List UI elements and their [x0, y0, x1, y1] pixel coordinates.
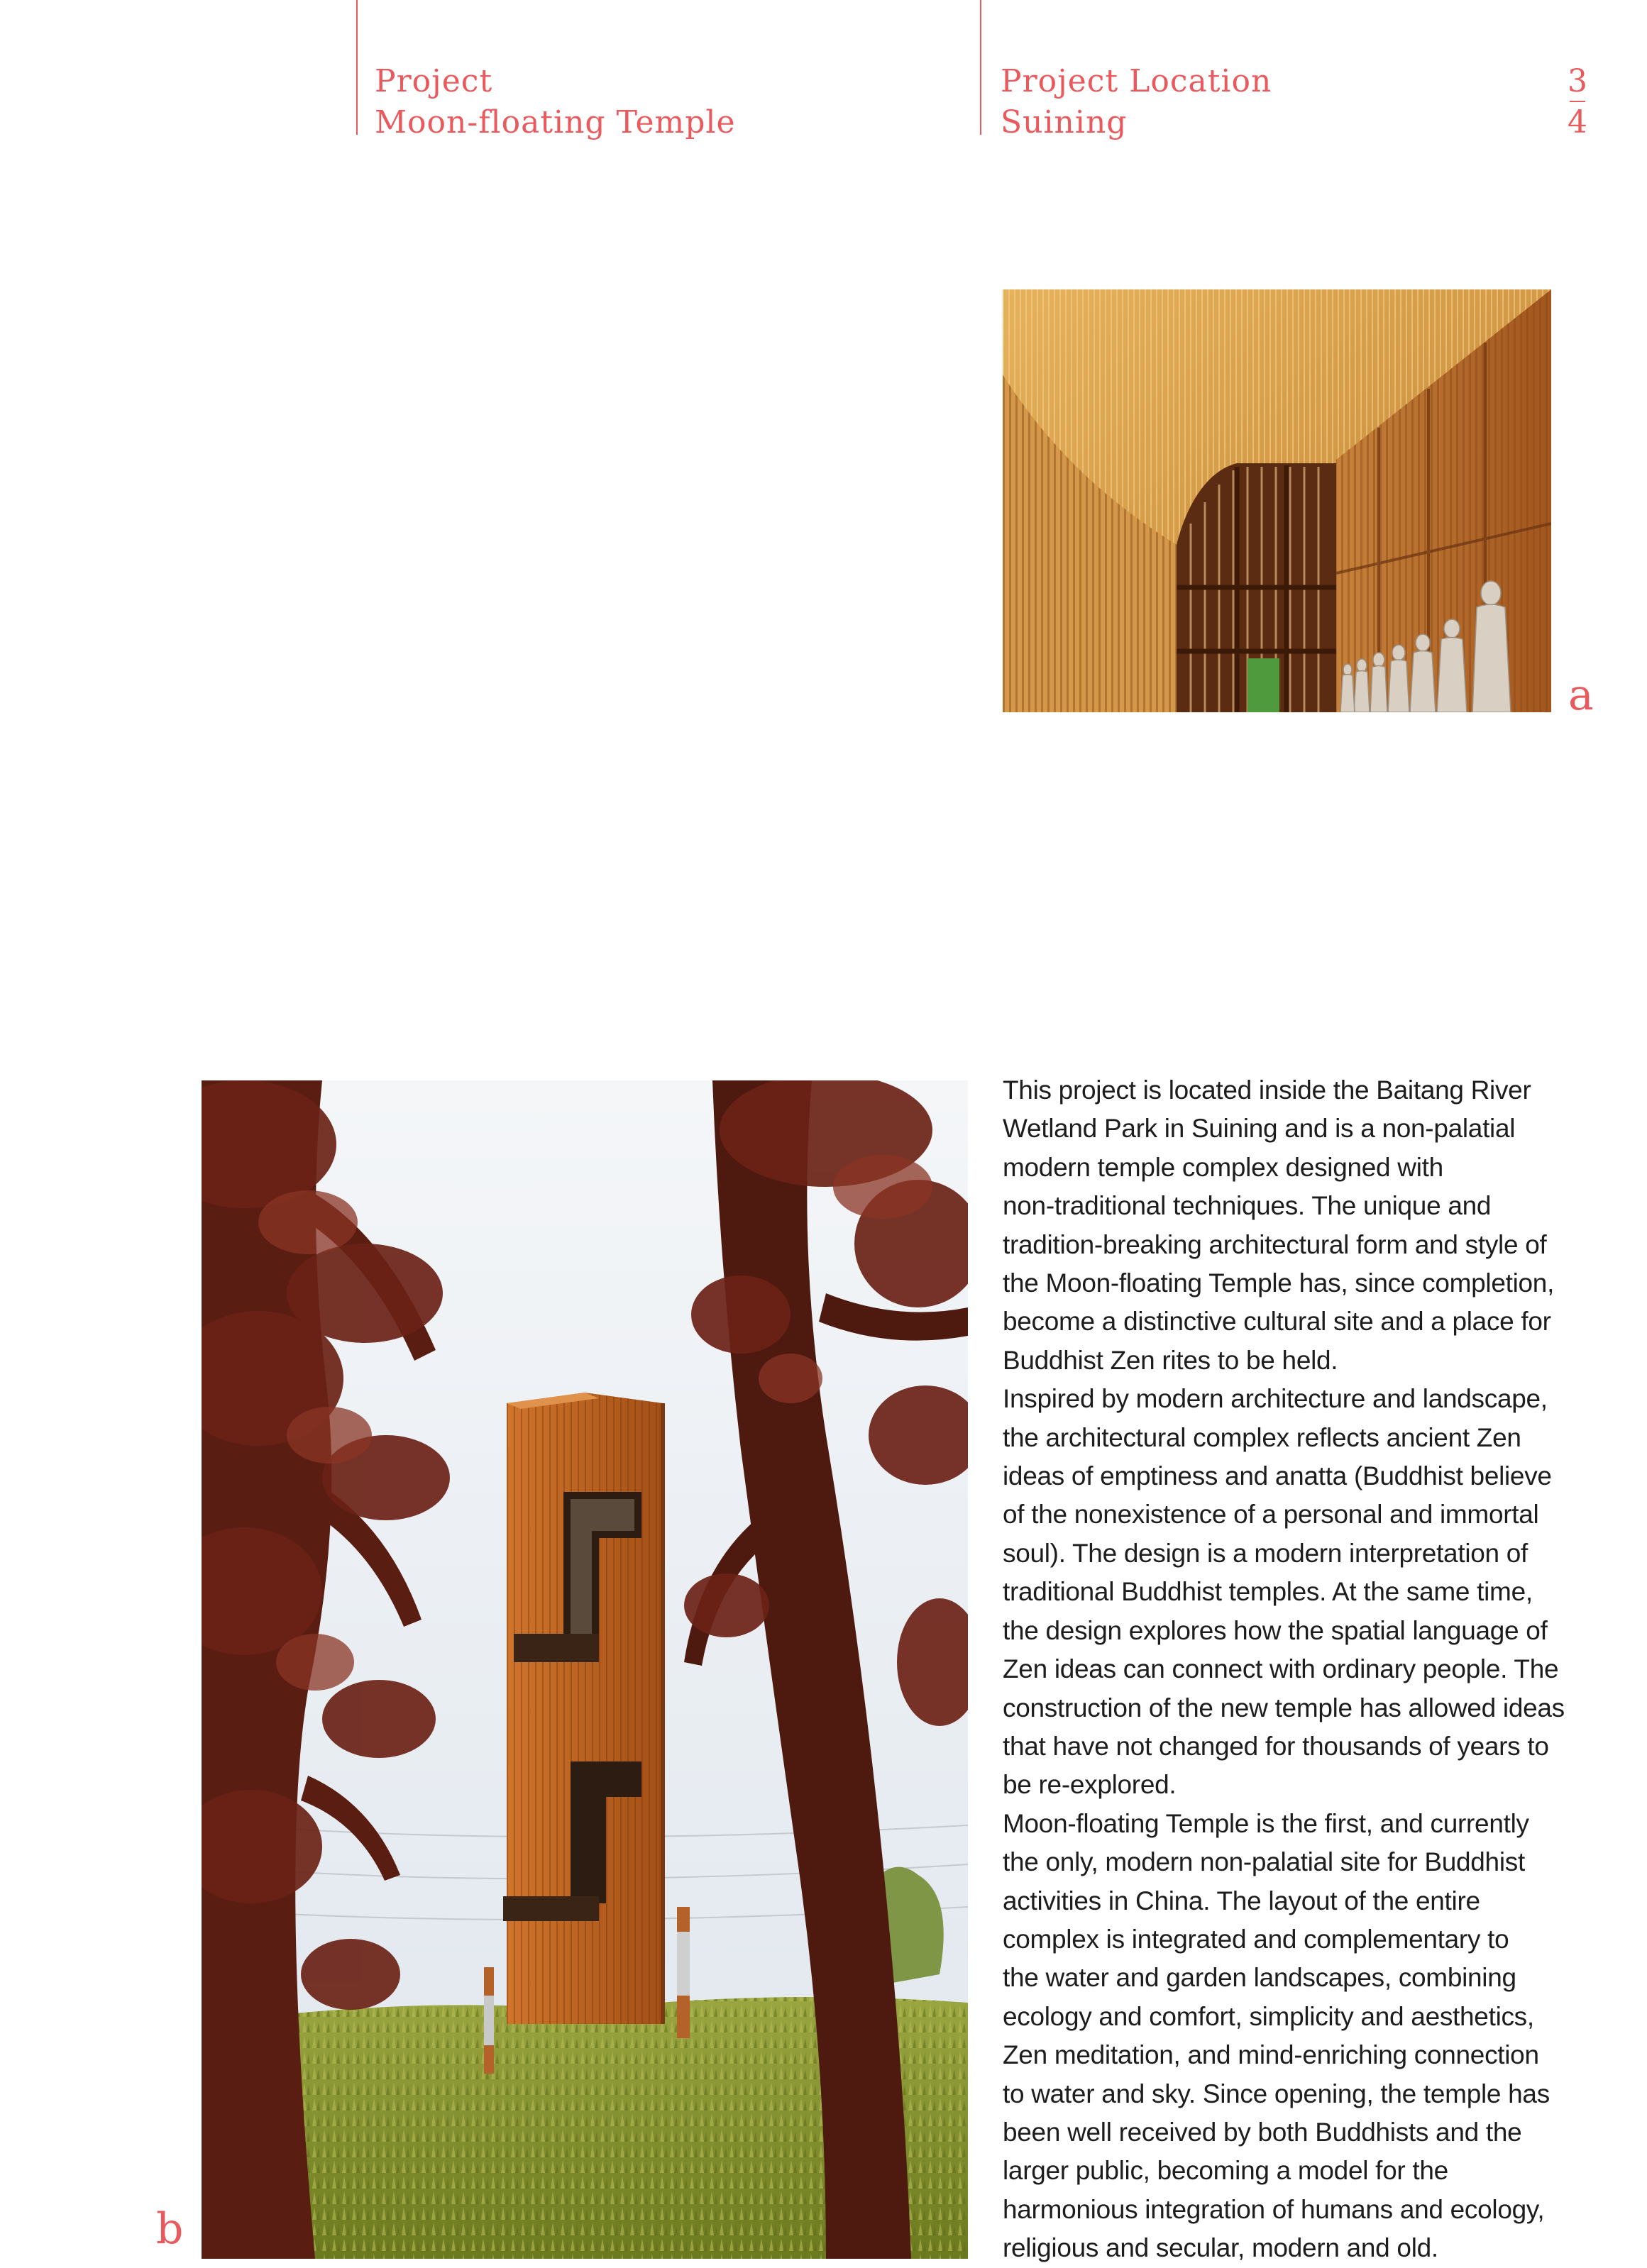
- body-paragraph-2: Inspired by modern architecture and landscape, the architectural complex reflects ancient Zen ideas of emptiness and anatta (Buddhist believe of the nonexistence of a personal and immortal soul). The design is a modern interpretation of traditional Buddhist temples. At the same time, the design explores how the spatial language of Zen ideas can connect with ordinary people. The construction of the new temple has allowed ideas that have not changed for thousands of years to be re-explored.: [1003, 1384, 1565, 1800]
- body-paragraph-3: Moon-floating Temple is the first, and currently the only, modern non-palatial site for Buddhist activities in China. The layout of the entire complex is integrated and complementary to the water and garden landscapes, combining ecology and comfort, simplicity and aesthetics, Zen meditation, and mind-enriching connection to water and sky. Since opening, the temple has been well received by both Buddhists and the larger public, becoming a model for the harmonious integration of humans and ecology, religious and secular, modern and old.: [1003, 1808, 1550, 2263]
- body-paragraph-1: This project is located inside the Baitang River Wetland Park in Suining and is a non-palatial modern temple complex designed with non-traditional techniques. The unique and tradition-breaking architectural form and style of the Moon-floating Temple has, since completion, become a distinctive cultural site and a place for Buddhist Zen rites to be held.: [1003, 1075, 1555, 1375]
- page-numerator: 3: [1568, 63, 1587, 99]
- figure-label-b: b: [156, 2204, 184, 2254]
- header-project: [375, 61, 736, 143]
- location-name: Suining: [1001, 104, 1128, 140]
- photo-a-illustration: [1003, 289, 1551, 712]
- project-name: Moon-floating Temple: [375, 104, 736, 140]
- photo-b-illustration: [202, 1080, 968, 2259]
- header-rule-right: [980, 0, 981, 135]
- photo-a-interior: [1003, 289, 1551, 712]
- body-text: [1003, 1071, 1599, 2268]
- header-rule-left: [356, 0, 358, 135]
- project-label: Project: [375, 63, 493, 99]
- page-denominator: 4: [1568, 104, 1587, 140]
- location-label: Project Location: [1001, 63, 1272, 99]
- header-location: [1001, 61, 1272, 143]
- figure-label-a: a: [1568, 670, 1594, 720]
- photo-b-tower: [202, 1080, 968, 2259]
- page-number: [1563, 61, 1592, 143]
